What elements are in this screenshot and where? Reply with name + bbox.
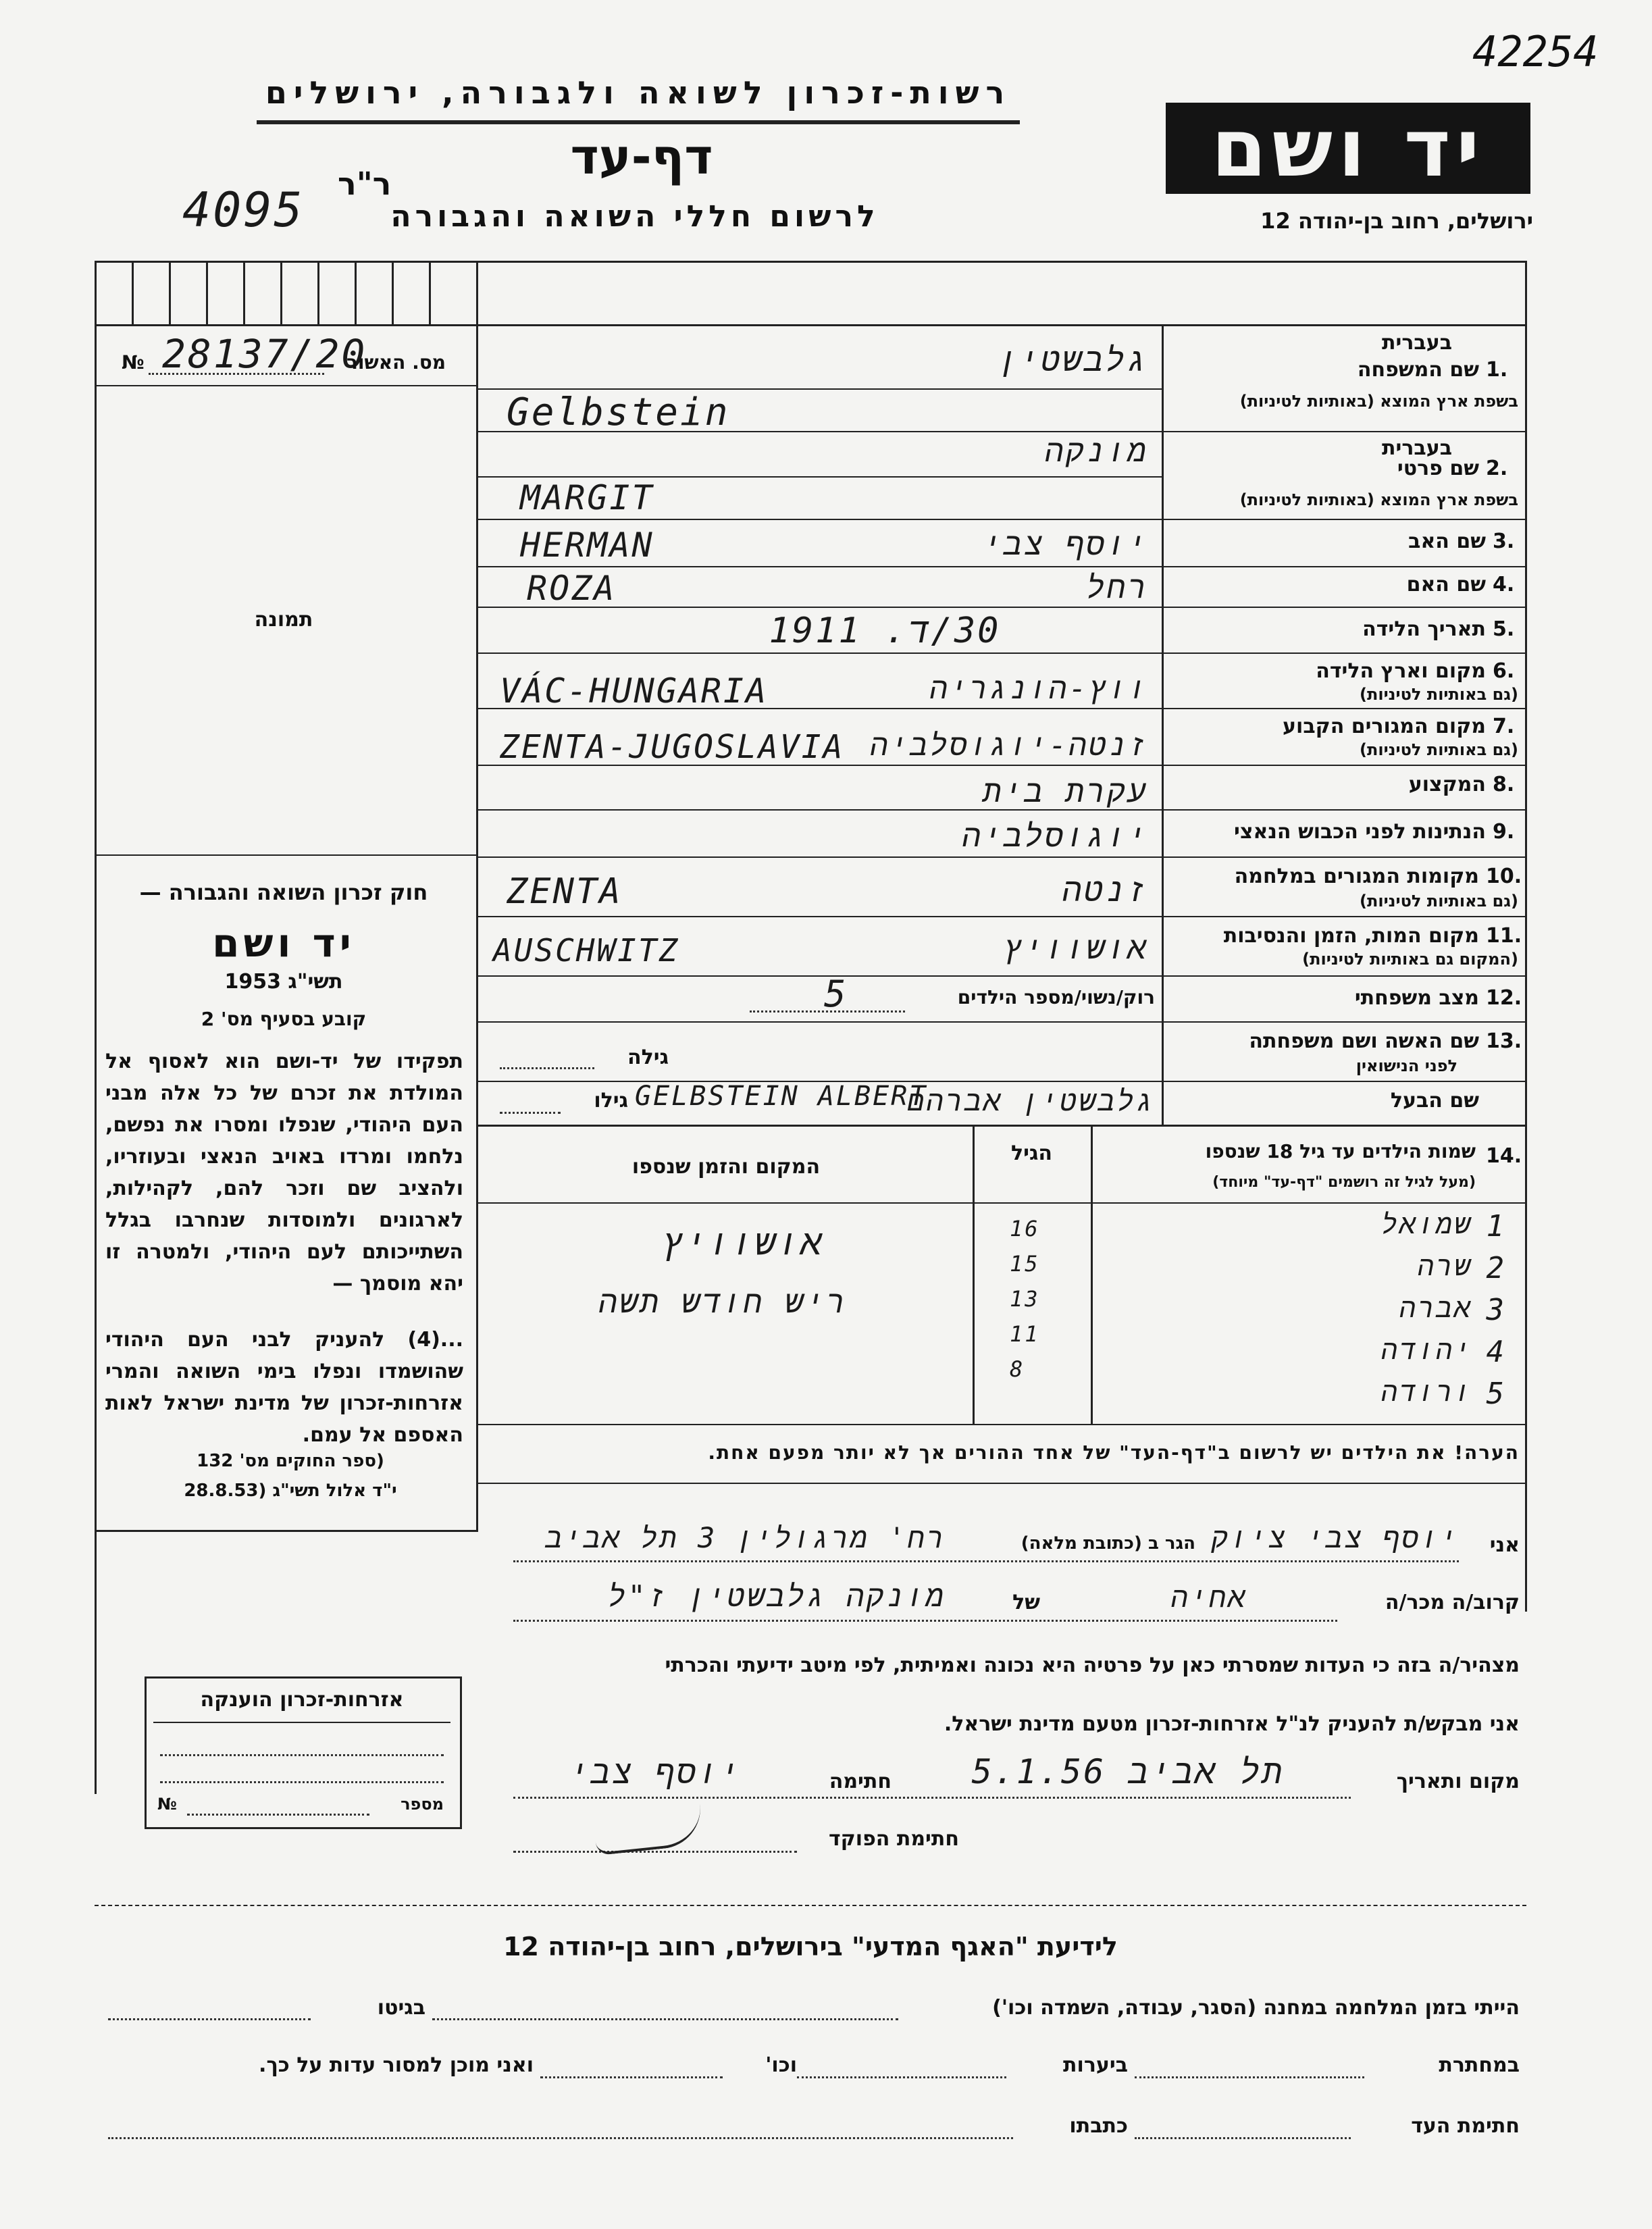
footer-ghetto-dotline — [108, 2018, 311, 2020]
row-divider — [478, 566, 1525, 567]
footer-signature-label: חתימת העד — [1411, 2114, 1520, 2138]
field-12-dotline — [750, 1010, 905, 1013]
strip-divider — [206, 261, 208, 324]
frame-top — [95, 261, 1526, 263]
reg-label: מס. האשור — [346, 351, 446, 374]
field-1-latin-value: Gelbstein — [507, 390, 730, 434]
note-divider — [478, 1483, 1525, 1484]
field-1-sub: בשפת ארץ המוצא (באותיות לטיניות) — [1239, 392, 1518, 411]
children-place-time: ריש חודש תשה — [598, 1283, 847, 1320]
sidebar-border — [476, 261, 478, 1531]
field-10-latin-value: ZENTA — [507, 871, 623, 912]
decl-relative-label: קרוב/ה מכר/ה — [1385, 1591, 1520, 1614]
strip-divider — [132, 261, 134, 324]
child-name: שמואל — [1380, 1209, 1472, 1240]
children-place-header: המקום והזמן שנספו — [631, 1155, 821, 1179]
labels-column-border — [1162, 324, 1164, 1125]
child-index: 3 — [1486, 1293, 1506, 1327]
field-10-label: מקומות המגורים במלחמה — [1234, 865, 1479, 888]
field-12-label: מצב משפחתי — [1354, 986, 1479, 1010]
child-index: 4 — [1486, 1335, 1506, 1369]
footer-address-dotline — [108, 2137, 1013, 2139]
decl-i-label: אני — [1489, 1533, 1520, 1557]
field-7-heb-value: זנטה-יוגוסלביה — [870, 728, 1148, 763]
field-6-heb-value: ווץ-הונגריה — [929, 671, 1148, 706]
strip-divider — [317, 261, 319, 324]
field-12-children-value: 5 — [824, 973, 848, 1015]
decl-signature-value: יוסף צבי — [569, 1753, 742, 1791]
field-12-marital-label: רוק/נשוי/מספר הילדים — [957, 986, 1155, 1008]
strip-divider — [429, 261, 431, 324]
row-divider — [478, 975, 1525, 977]
field-3-latin-value: HERMAN — [520, 526, 654, 565]
decl-request: אני מבקש/ת להעניק לנ"ל אזרחות-זכרון מטעם מדינת ישראל. — [944, 1712, 1520, 1736]
row-divider — [478, 1125, 1525, 1127]
decl-place-date-label: מקום ותאריך — [1396, 1770, 1520, 1793]
photo-divider — [95, 854, 478, 856]
footer-forests: ביערות — [1063, 2053, 1128, 2077]
field-7-sub: (גם באותיות לטיניות) — [1360, 740, 1518, 759]
strip-divider — [243, 261, 245, 324]
field-2-latin-value: MARGIT — [520, 478, 654, 517]
decl-officer-dotline — [513, 1851, 797, 1853]
child-row — [1094, 1377, 1520, 1417]
strip-divider — [355, 261, 357, 324]
decl-statement: מצהיר/ה בזה כי העדות שמסרתי כאן על פרטיה היא נכונה ואמיתית, לפי מיטב ידיעתי והכרתי — [665, 1654, 1520, 1677]
law-logo: יד ושם — [212, 920, 355, 966]
stamp-dotline — [160, 1754, 444, 1756]
footer-underground: במחתרת — [1439, 2053, 1520, 2077]
field-6-label: מקום וארץ הלידה — [1316, 659, 1486, 683]
children-num: 14. — [1486, 1144, 1522, 1168]
footer-etc: וכו' — [765, 2053, 797, 2077]
field-1-heb-value: גלבשטין — [998, 341, 1148, 379]
field-2-num: 2. — [1486, 457, 1508, 480]
child-name: יהודה — [1380, 1335, 1472, 1366]
field-10-heb-value: זנטה — [1062, 871, 1148, 909]
field-11-sub: (המקום גם באותיות לטיניות) — [1302, 950, 1518, 969]
field-7-latin-value: ZENTA-JUGOSLAVIA — [500, 728, 845, 766]
officer-signature-scribble — [592, 1801, 704, 1855]
row-divider — [478, 1021, 1525, 1023]
frame-left — [95, 261, 97, 1794]
footer-forests-dotline — [797, 2076, 1006, 2078]
field-11-latin-value: AUSCHWITZ — [493, 932, 680, 969]
field-11-heb-value: אושוויץ — [1003, 929, 1148, 966]
footer-underground-dotline — [1135, 2076, 1364, 2078]
stamp-number-dotline — [187, 1814, 369, 1816]
stamp-number-mark: № — [157, 1795, 177, 1814]
field-3-num: 3. — [1493, 530, 1515, 553]
field-husband-latin-value: GELBSTEIN ALBERT — [635, 1081, 928, 1112]
field-6-sub: (גם באותיות לטיניות) — [1360, 685, 1518, 704]
decl-of-value: מונקה גלבשטין ז"ל — [607, 1579, 946, 1614]
footer-title: לידיעת "האגף המדעי" בירושלים, רחוב בן-יהודה 12 — [503, 1932, 1118, 1962]
children-col-age — [973, 1127, 975, 1424]
field-husband-age-dotline — [500, 1112, 561, 1114]
law-clause: קובע בסעיף מס' 2 — [201, 1008, 367, 1030]
children-header-divider — [478, 1202, 1525, 1204]
field-9-heb-value: יוגוסלביה — [962, 817, 1148, 854]
children-place-value: אושוויץ — [662, 1223, 824, 1263]
children-label: שמות הילדים עד גיל 18 שנספו — [1205, 1140, 1476, 1162]
reg-divider — [95, 385, 478, 386]
footer-separator — [95, 1905, 1526, 1908]
subrow-divider — [478, 476, 1162, 478]
field-4-label: שם האם — [1406, 573, 1486, 596]
field-13-age-dotline — [500, 1067, 594, 1069]
child-age: 16 — [1010, 1216, 1040, 1241]
field-husband-label: שם הבעל — [1390, 1089, 1479, 1112]
citizenship-stamp-box — [145, 1676, 462, 1829]
field-9-num: 9. — [1493, 820, 1515, 844]
photo-label: תמונה — [254, 608, 313, 632]
field-12-num: 12. — [1486, 986, 1522, 1010]
field-5-label: תאריך הלידה — [1362, 617, 1486, 641]
field-2-heb-tag: בעברית — [1382, 436, 1452, 460]
decl-officer-label: חתימת הפוקד — [829, 1827, 959, 1851]
child-row — [1094, 1335, 1520, 1375]
field-2-sub: בשפת ארץ המוצא (באותיות לטיניות) — [1239, 490, 1518, 509]
child-index: 1 — [1486, 1209, 1506, 1244]
decl-line1-dotline — [513, 1560, 1459, 1562]
row-divider — [478, 519, 1525, 520]
decl-signature-label: חתימה — [829, 1770, 892, 1793]
strip-divider — [169, 261, 171, 324]
field-1-num: 1. — [1486, 358, 1508, 382]
law-text-clause-4: ...(4) להעניק לבני העם היהודי שהושמדו ונפלו בימי השואה והמרי אזרחות-זכרון של מדינת ישראל לאות האספם אל עמם. — [105, 1328, 463, 1447]
field-2-label: שם פרטי — [1397, 457, 1479, 480]
field-husband-heb-value: גלבשטין אברהם — [907, 1084, 1155, 1117]
reg-dotline — [149, 373, 324, 375]
row-divider — [478, 916, 1525, 917]
form-title: דף-עד — [570, 128, 713, 185]
law-ref: (ספר החוקים מס' 132 — [197, 1451, 384, 1471]
field-13-num: 13. — [1486, 1029, 1522, 1053]
decl-resides-label: הגר ב (כתובת מלאה) — [1021, 1533, 1195, 1554]
decl-place-date-value: תל אביב 5.1.56 — [971, 1752, 1285, 1791]
subrow-divider — [478, 388, 1162, 390]
law-title: חוק זכרון השואה והגבורה — — [139, 879, 428, 905]
field-2-heb-value: מונקה — [1044, 432, 1148, 469]
field-7-num: 7. — [1493, 715, 1515, 738]
footer-signature-dotline — [1135, 2137, 1351, 2139]
field-5-heb-value: 30/ד. 1911 — [769, 611, 1001, 651]
strip-bottom — [95, 324, 1526, 326]
yad-vashem-logo: יד ושם — [1166, 103, 1530, 194]
child-age: 11 — [1010, 1321, 1040, 1347]
stamp-mark: ר"ר — [338, 165, 392, 202]
strip-divider — [392, 261, 394, 324]
form-subtitle: לרשום חללי השואה והגבורה — [390, 199, 879, 234]
child-age: 8 — [1010, 1356, 1025, 1382]
field-5-num: 5. — [1493, 617, 1515, 641]
child-row — [1094, 1209, 1520, 1250]
child-name: אברה — [1399, 1293, 1472, 1324]
field-4-num: 4. — [1493, 573, 1515, 596]
children-note: הערה! את הילדים יש לרשום ב"דף-העד" של אחד ההורים אך לא יותר מפעם אחת. — [708, 1441, 1520, 1464]
child-age: 15 — [1010, 1251, 1040, 1277]
footer-etc-dotline — [540, 2076, 723, 2078]
field-husband-age-label: גילו — [594, 1089, 628, 1112]
decl-line3-dotline — [513, 1797, 1351, 1799]
field-9-label: הנתינות לפני הכבוש הנאצי — [1234, 820, 1486, 844]
hand-number: 4095 — [182, 182, 305, 238]
field-13-label: שם האשה ושם משפחתה — [1249, 1029, 1479, 1053]
field-1-heb-tag: בעברית — [1382, 331, 1452, 355]
children-age-header: הגיל — [1011, 1142, 1052, 1165]
row-divider — [478, 856, 1525, 858]
child-row — [1094, 1293, 1520, 1333]
child-index: 5 — [1486, 1377, 1506, 1411]
decl-line2-dotline — [513, 1620, 1337, 1622]
reg-no-mark: № — [122, 351, 145, 374]
field-3-heb-value: יוסף צבי — [983, 526, 1148, 562]
authority-name: רשות-זכרון לשואה ולגבורה, ירושלים — [265, 74, 1012, 111]
law-date: י"ד אלול תשי"ג (28.8.53 — [184, 1481, 397, 1501]
field-8-heb-value: עקרת בית — [983, 773, 1148, 809]
child-name: ורודה — [1380, 1377, 1472, 1408]
law-text-main: תפקידו של יד-ושם הוא לאסוף אל המולדת את זכרם של כל אלה מבני העם היהודי, שנפלו ומסרו את נפשם, נלחמו ומרדו באויב הנאצי ובעוזריו, ולהציב שם וזכר להם, לקהילות, לארגונים ולמוסדות שנחרבו בגלל השתייכותם לעם היהודי, ולמטרה זו יהא מוסמך — — [105, 1050, 463, 1296]
decl-i-value: יוסף צבי ציוק — [1211, 1521, 1459, 1554]
stamp-number-label: מספר — [401, 1795, 444, 1814]
children-rows — [1094, 1209, 1520, 1418]
children-col-name — [1091, 1127, 1093, 1424]
children-bottom — [478, 1424, 1525, 1425]
stamp-divider — [153, 1722, 450, 1723]
frame-right — [1525, 261, 1527, 1612]
strip-divider — [280, 261, 282, 324]
field-10-num: 10. — [1486, 865, 1522, 888]
children-sub: (מעל לגיל זה רושמים "דף-עד" מיוחד) — [1212, 1174, 1476, 1191]
footer-line1-dotline — [432, 2018, 898, 2020]
footer-line1-ghetto: בגיטו — [377, 1996, 425, 2020]
field-8-num: 8. — [1493, 773, 1515, 796]
stamp-title: אזרחות-זכרון הוענקה — [200, 1688, 404, 1712]
stamp-dotline — [160, 1781, 444, 1783]
footer-line1: הייתי בזמן המלחמה במחנה (הסגר, עבודה, השמדה וכו') — [992, 1996, 1520, 2020]
field-3-label: שם האב — [1408, 530, 1486, 553]
field-4-heb-value: רחל — [1086, 569, 1148, 605]
law-year: תשי"ג 1953 — [224, 970, 343, 994]
decl-relative-value: אחיה — [1170, 1581, 1247, 1614]
child-age: 13 — [1010, 1286, 1040, 1312]
field-13-sub: לפני הנישואין — [1356, 1056, 1457, 1075]
field-1-label: שם המשפחה — [1357, 358, 1479, 382]
field-6-num: 6. — [1493, 659, 1515, 683]
field-4-latin-value: ROZA — [527, 569, 617, 608]
footer-address-label: כתבתו — [1069, 2114, 1128, 2138]
child-name: שרה — [1417, 1251, 1472, 1282]
child-index: 2 — [1486, 1251, 1506, 1285]
archive-number: 42254 — [1472, 27, 1599, 76]
field-11-label: מקום המות, הזמן והנסיבות — [1223, 924, 1479, 948]
field-6-latin-value: VÁC-HUNGARIA — [500, 671, 769, 711]
field-11-num: 11. — [1486, 924, 1522, 948]
sidebar-bottom — [95, 1530, 478, 1532]
reg-value: 28137/20 — [162, 331, 367, 377]
field-10-sub: (גם באותיות לטיניות) — [1360, 892, 1518, 911]
children-ages — [976, 1216, 1087, 1405]
field-13-age-label: גילה — [627, 1046, 669, 1069]
decl-of-label: של — [1012, 1591, 1040, 1614]
authority-underline — [257, 120, 1020, 124]
child-row — [1094, 1251, 1520, 1291]
footer-ready: ואני מוכן למסור עדות על כך. — [259, 2053, 534, 2077]
field-8-label: המקצוע — [1408, 773, 1486, 796]
field-7-label: מקום המגורים הקבוע — [1283, 715, 1486, 738]
decl-resides-value: רח' מרגולין 3 תל אביב — [545, 1521, 946, 1554]
address: ירושלים, רחוב בן-יהודה 12 — [1260, 208, 1533, 234]
